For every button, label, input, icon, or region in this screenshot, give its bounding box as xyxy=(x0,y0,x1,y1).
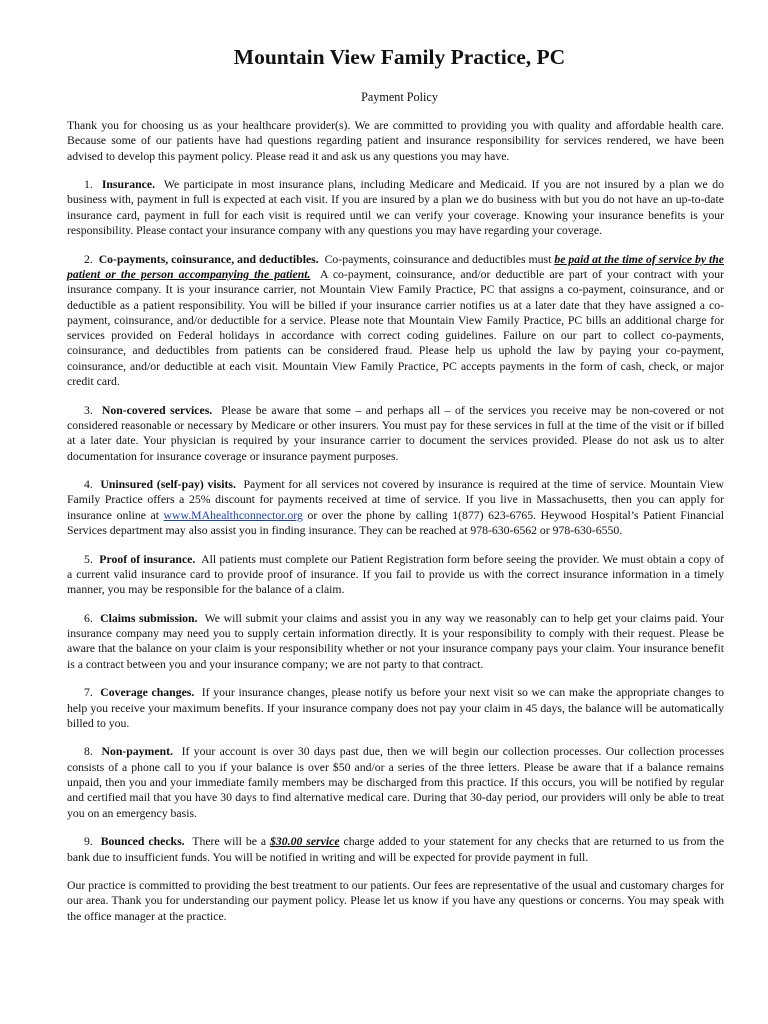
item-number: 4. xyxy=(84,478,93,492)
item-text: Please be aware that some – and perhaps all – of the services you receive may be non-covered or not considered reasonable or necessary by Medicare or other insurers. You must pay for these services in full at the time of the visit or if billed at a later date. Your physician is required by your insurance carrier to document the services provided. Please do not ask us to alter documentation for insurance coverage or insurance payment purposes. xyxy=(67,403,725,463)
item-heading: Non-covered services. xyxy=(101,403,213,417)
item-number: 8. xyxy=(84,745,93,759)
policy-item-non-covered xyxy=(67,403,724,464)
item-heading: Claims submission. xyxy=(100,611,198,625)
item-number: 7. xyxy=(84,686,93,700)
item-heading: Proof of insurance. xyxy=(99,552,196,566)
item-number: 9. xyxy=(84,835,93,849)
item-text: charge added to your statement for any checks that are returned to us from the bank due to insufficient funds. You will be notified in writing and will be expected for provide payment in full. xyxy=(67,835,724,864)
policy-item-uninsured xyxy=(67,477,724,538)
item-heading: Coverage changes. xyxy=(100,686,195,700)
item-text: We will submit your claims and assist you in any way we reasonably can to help get your claims paid. Your insurance company may need you to supply certain information directly. It is your responsibility to comply with their request. Please be aware that the balance on your claim is your responsibility whether or not your insurance company pays your claim. Your insurance benefit is a contract between you and your insurance company; we are not party to that contract. xyxy=(67,611,725,671)
item-text: A co-payment, coinsurance, and/or deductible are part of your contract with your insurance company. It is your insurance carrier, not Mountain View Family Practice, PC that assigns a co-payment, coinsurance, and or deductible as a patient responsibility. You will be billed if your insurance carrier notifies us at a later date that they have assigned a co-payment, coinsurance, and/or deductible for a service. Please note that Mountain View Family Practice, PC bills an additional charge for services provided on Federal holidays in accordance with correct coding guidelines. Failure on our part to collect co-payments, coinsurance, and deductibles from patients can be considered fraud. Please help us uphold the law by paying your co-payment, coinsurance, and/or deductible at each visit. Mountain View Family Practice, PC accepts payments in the form of cash, check, or major credit card. xyxy=(67,267,724,389)
item-text: If your insurance changes, please notify us before your next visit so we can make the appropriate changes to help you receive your maximum benefits. If your insurance company does not pay your claim in 45 days, the balance will be automatically billed to you. xyxy=(67,686,724,730)
page-title: Mountain View Family Practice, PC xyxy=(233,45,566,69)
intro-paragraph: Thank you for choosing us as your healthcare provider(s). We are committed to providing you with quality and affordable health care. Because some of our patients have had questions regarding patient and insurance responsibility for services rendered, we have been advised to develop this payment policy. Please read it and ask us any questions you may have. xyxy=(67,119,724,163)
item-text: or over the phone by calling 1(877) 623-6765. Heywood Hospital’s Patient Financial Services department may also assist you in finding insurance. They can be reached at 978-630-6562 or 978-630-6550. xyxy=(67,508,725,538)
item-text: There will be a xyxy=(192,835,267,849)
item-heading: Non-payment. xyxy=(101,745,173,759)
item-heading: Co-payments, coinsurance, and deductibles. xyxy=(98,252,319,266)
item-number: 1. xyxy=(84,178,93,192)
policy-item-coverage-changes xyxy=(67,685,724,731)
item-heading: Insurance. xyxy=(101,178,156,192)
item-heading: Uninsured (self-pay) visits. xyxy=(100,478,236,492)
page-subtitle: Payment Policy xyxy=(361,90,438,104)
item-number: 3. xyxy=(84,403,93,417)
item-emphasis: be paid at the time of service by the patient or the person accompanying the patient. xyxy=(67,252,724,281)
closing-paragraph: Our practice is committed to providing the best treatment to our patients. Our fees are representative of the usual and customary charges for our area. Thank you for understanding our payment policy. Please let us know if you have any questions or concerns. You may speak with the office manager at the practice. xyxy=(67,879,724,923)
item-text: All patients must complete our Patient Registration form before seeing the provider. We must obtain a copy of a current valid insurance card to provide proof of insurance. If you fail to provide us with the correct insurance information in a timely manner, you may be responsible for the balance of a claim. xyxy=(67,552,724,597)
item-text: Payment for all services not covered by insurance is required at the time of service. Mountain View Family Practice offers a 25% discount for payments received at time of service. If you live in Massachusetts, then you can apply for insurance online at xyxy=(67,478,724,522)
health-connector-link[interactable]: www.MAhealthconnector.org xyxy=(163,508,303,522)
policy-item-copayments xyxy=(67,252,724,390)
item-text: If your account is over 30 days past due, then we will begin our collection processes. Our collection processes consists of a phone call to you if your balance is over $50 and/or a series of the three letters. Please be aware that if a balance remains unpaid, then you and your immediate family members may be discharged from this practice. If this occurs, you will be notified by regular and certified mail that you have 30 days to find alternative medical care. During that 30-day period, our providers will only be able to treat you on an emergency basis. xyxy=(67,745,725,820)
policy-item-insurance xyxy=(67,177,724,238)
policy-item-proof-of-insurance xyxy=(67,552,724,598)
item-number: 6. xyxy=(84,611,93,625)
policy-item-non-payment xyxy=(67,744,724,820)
item-number: 5. xyxy=(84,552,93,566)
item-emphasis: $30.00 service xyxy=(270,835,340,849)
policy-item-bounced-checks xyxy=(67,834,724,865)
item-heading: Bounced checks. xyxy=(100,835,185,849)
item-number: 2. xyxy=(84,252,93,266)
item-text: Co-payments, coinsurance and deductibles must xyxy=(324,252,552,266)
policy-item-claims-submission xyxy=(67,611,724,672)
item-text: We participate in most insurance plans, including Medicare and Medicaid. If you are not insured by a plan we do business with, payment in full is expected at each visit. If you are insured by a plan we do business with but you do not have an up-to-date insurance card, payment in full for each visit is required until we can verify your coverage. Knowing your insurance benefits is your responsibility. Please contact your insurance company with any questions you may have regarding your coverage. xyxy=(67,178,724,238)
